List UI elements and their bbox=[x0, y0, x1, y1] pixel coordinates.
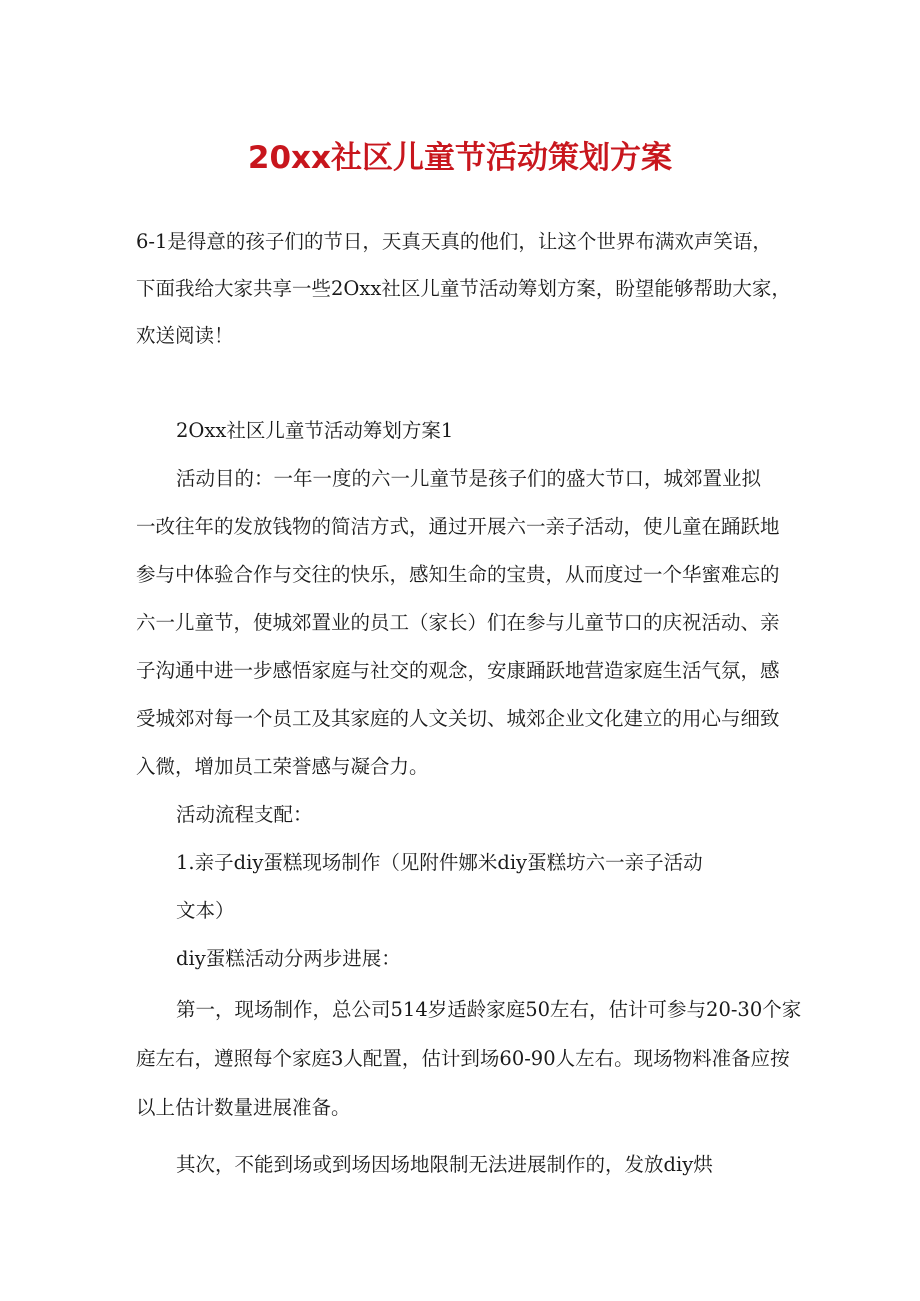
purpose-line: 入微，增加员工荣誉感与凝合力。 bbox=[136, 755, 429, 778]
flow-heading: 活动流程支配： bbox=[176, 803, 313, 826]
purpose-line: 六一儿童节，使城郊置业的员工（家长）们在参与儿童节口的庆祝活动、亲 bbox=[136, 611, 780, 634]
steps-heading: diy蛋糕活动分两步进展： bbox=[176, 947, 401, 970]
first-step-line: 庭左右，遵照每个家庭3人配置，估计到场60-90人左右。现场物料准备应按 bbox=[136, 1047, 790, 1070]
intro-line: 欢送阅读！ bbox=[136, 324, 234, 347]
flow-item-line: 1.亲子diy蛋糕现场制作（见附件娜米diy蛋糕坊六一亲子活动 bbox=[176, 851, 703, 874]
purpose-paragraph bbox=[136, 455, 780, 791]
document-title: 20xx社区儿童节活动策划方案 bbox=[247, 140, 673, 176]
flow-item-line: 文本） bbox=[176, 899, 235, 922]
intro-line: 下面我给大家共享一些2Oxx社区儿童节活动筹划方案，盼望能够帮助大家， bbox=[136, 277, 791, 300]
intro-paragraph bbox=[136, 218, 791, 359]
flow-item-1 bbox=[136, 839, 703, 935]
second-step-paragraph: 其次，不能到场或到场因场地限制无法进展制作的，发放diy烘 bbox=[176, 1153, 713, 1176]
purpose-line: 一改往年的发放钱物的简洁方式，通过开展六一亲子活动，使儿童在踊跃地 bbox=[136, 515, 780, 538]
first-step-line: 以上估计数量进展准备。 bbox=[136, 1096, 351, 1119]
first-step-line: 第一，现场制作，总公司514岁适龄家庭50左右，估计可参与20-30个家 bbox=[176, 998, 802, 1021]
purpose-line: 子沟通中进一步感悟家庭与社交的观念，安康踊跃地营造家庭生活气氛，感 bbox=[136, 659, 780, 682]
intro-line: 6-1是得意的孩子们的节日，天真天真的他们，让这个世界布满欢声笑语， bbox=[136, 230, 772, 253]
purpose-line: 参与中体验合作与交往的快乐，感知生命的宝贵，从而度过一个华蜜难忘的 bbox=[136, 563, 780, 586]
purpose-line: 活动目的：一年一度的六一儿童节是孩子们的盛大节口，城郊置业拟 bbox=[176, 467, 762, 490]
purpose-line: 受城郊对每一个员工及其家庭的人文关切、城郊企业文化建立的用心与细致 bbox=[136, 707, 780, 730]
section-heading: 2Oxx社区儿童节活动筹划方案1 bbox=[176, 419, 454, 442]
first-step-paragraph bbox=[136, 985, 801, 1132]
